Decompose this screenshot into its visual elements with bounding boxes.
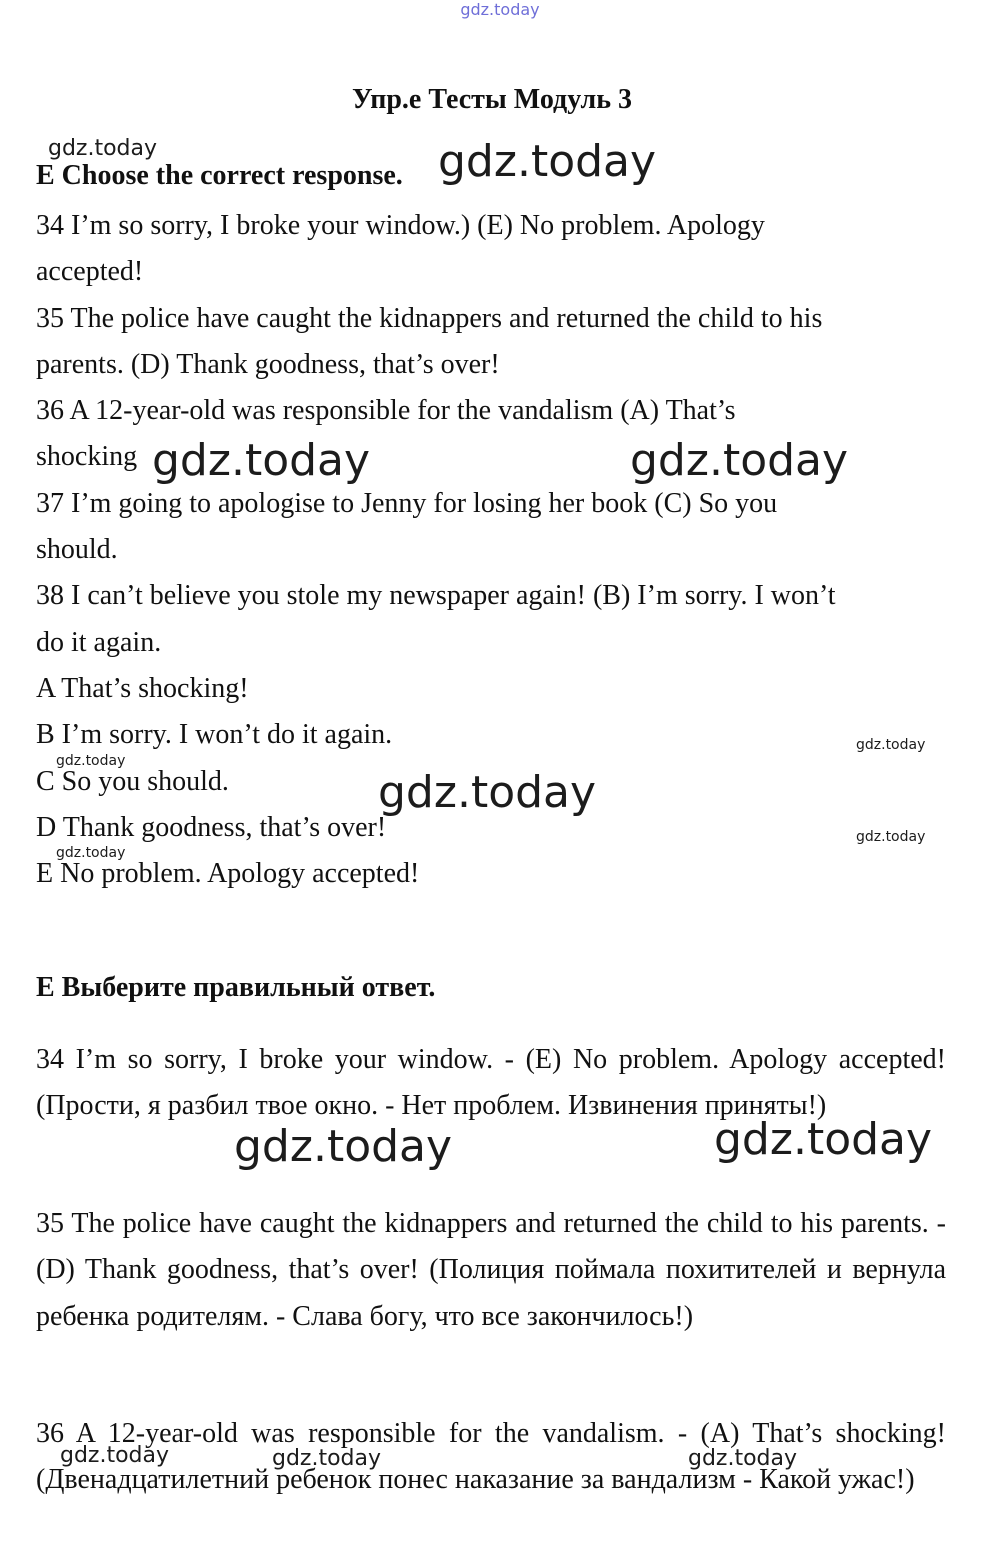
- answer-line: accepted!: [36, 256, 144, 288]
- translation-paragraph: 35 The police have caught the kidnappers and returned the child to his parents. - (D) Thank goodness, that’s over! (Полиция поймала похитителей и вернула ребенка родителям. - Слава богу, что все закончилось!): [36, 1208, 946, 1332]
- translation-paragraph: 34 I’m so sorry, I broke your window. - (E) No problem. Apology accepted! (Прости, я разбил твое окно. - Нет проблем. Извинения приняты!): [36, 1044, 946, 1122]
- watermark: gdz.today: [630, 435, 849, 486]
- answer-line: 38 I can’t believe you stole my newspaper again! (B) I’m sorry. I won’t: [36, 580, 836, 612]
- watermark: gdz.today: [152, 435, 371, 486]
- answer-line: should.: [36, 534, 118, 566]
- page-title: Упр.е Тесты Модуль 3: [351, 84, 633, 115]
- watermark: gdz.today: [56, 753, 126, 769]
- watermark: gdz.today: [56, 845, 126, 861]
- watermark: gdz.today: [688, 1446, 798, 1471]
- english-heading: E Choose the correct response.: [36, 160, 403, 191]
- watermark: gdz.today: [60, 1443, 170, 1468]
- answer-line: 34 I’m so sorry, I broke your window.) (E) No problem. Apology: [36, 210, 765, 241]
- watermark: gdz.today: [856, 829, 926, 845]
- russian-heading: E Выберите правильный ответ.: [36, 972, 436, 1003]
- option-line: B I’m sorry. I won’t do it again.: [36, 719, 393, 751]
- answer-line: shocking: [36, 441, 138, 473]
- answer-line: 37 I’m going to apologise to Jenny for losing her book (C) So you: [36, 487, 778, 519]
- answer-line: do it again.: [36, 626, 162, 658]
- option-line: D Thank goodness, that’s over!: [36, 811, 387, 843]
- translation-paragraph: 36 A 12-year-old was responsible for the vandalism. - (A) That’s shocking! (Двенадцатилетний ребенок понес наказание за вандализм - Какой ужас!): [36, 1418, 946, 1496]
- watermark: gdz.today: [714, 1114, 933, 1165]
- option-line: E No problem. Apology accepted!: [36, 858, 420, 890]
- answer-line: 36 A 12-year-old was responsible for the vandalism (A) That’s: [36, 395, 736, 427]
- header-watermark: gdz.today: [460, 0, 540, 19]
- option-line: A That’s shocking!: [36, 672, 249, 704]
- option-line: C So you should.: [36, 765, 229, 797]
- watermark: gdz.today: [272, 1446, 382, 1471]
- watermark: gdz.today: [378, 767, 597, 818]
- answer-line: 35 The police have caught the kidnappers and returned the child to his: [36, 302, 823, 334]
- answer-line: parents. (D) Thank goodness, that’s over!: [36, 348, 500, 380]
- watermark: gdz.today: [438, 136, 657, 187]
- watermark: gdz.today: [856, 737, 926, 753]
- watermark: gdz.today: [48, 136, 158, 161]
- watermark: gdz.today: [234, 1121, 453, 1172]
